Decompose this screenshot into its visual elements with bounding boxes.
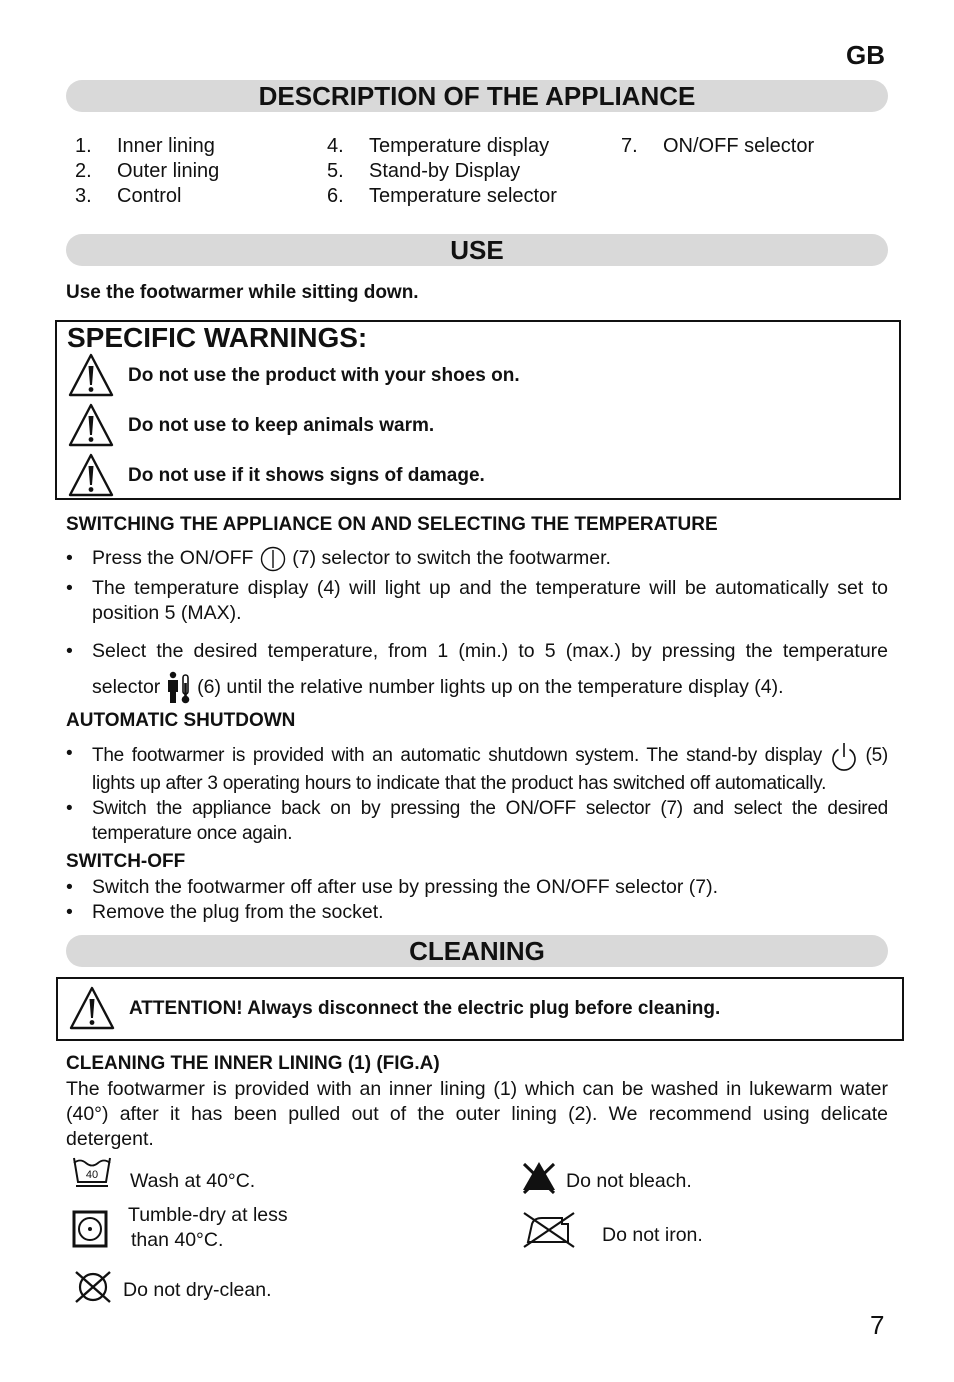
- bullet-text: (5) lights up after 3 operating hours to indicate that the product has switched off automatically.: [92, 745, 889, 794]
- no-dry-clean-icon: [72, 1269, 114, 1305]
- part-number: 7.: [621, 135, 638, 157]
- temperature-selector-icon: [166, 671, 192, 705]
- parts-list-column-2: [327, 134, 557, 209]
- part-label: Stand-by Display: [369, 160, 521, 182]
- part-number: 6.: [327, 185, 344, 207]
- part-item: [75, 159, 219, 184]
- bullet-item: [66, 796, 888, 846]
- section-title-use: USE: [66, 234, 888, 266]
- bullet-text: (6) until the relative number lights up on the temperature display (4).: [197, 676, 784, 698]
- switchoff-bullets: [66, 875, 888, 925]
- standby-icon: [830, 741, 858, 771]
- bullet-text: The footwarmer is provided with an automatic shutdown system. The stand-by display: [92, 745, 823, 767]
- warning-text: Do not use to keep animals warm.: [128, 415, 435, 436]
- care-wash-text: Wash at 40°C.: [130, 1170, 256, 1192]
- part-label: Control: [117, 185, 182, 207]
- warning-item: [67, 452, 887, 498]
- attention-text: ATTENTION! Always disconnect the electric plug before cleaning.: [129, 998, 721, 1019]
- language-code: GB: [846, 40, 885, 70]
- wash-tub-40-icon: [72, 1155, 112, 1189]
- part-label: ON/OFF selector: [663, 135, 815, 157]
- switching-heading: SWITCHING THE APPLIANCE ON AND SELECTING THE TEMPERATURE: [66, 514, 718, 535]
- switching-bullets: [66, 546, 888, 705]
- section-title-description: DESCRIPTION OF THE APPLIANCE: [66, 80, 888, 112]
- part-number: 3.: [75, 185, 92, 207]
- warning-triangle-icon: [67, 352, 115, 398]
- switchoff-heading: SWITCH-OFF: [66, 851, 186, 872]
- care-tumble-line: than 40°C.: [131, 1229, 224, 1251]
- care-iron-text: Do not iron.: [602, 1224, 703, 1246]
- attention-box: [56, 977, 904, 1041]
- part-number: 1.: [75, 135, 92, 157]
- page-number: 7: [870, 1310, 885, 1340]
- bullet-text: (7) selector to switch the footwarmer.: [292, 547, 611, 570]
- parts-list-column-3: [621, 134, 814, 159]
- bullet-item: [66, 900, 888, 925]
- part-number: 5.: [327, 160, 344, 182]
- care-dryclean-text: Do not dry-clean.: [123, 1279, 272, 1301]
- part-label: Inner lining: [117, 135, 215, 157]
- warning-triangle-icon: [67, 402, 115, 448]
- part-item: [327, 184, 557, 209]
- part-label: Temperature selector: [369, 185, 557, 207]
- bullet-text: Switch the footwarmer off after use by pressing the ON/OFF selector (7).: [92, 876, 719, 898]
- inner-lining-heading: CLEANING THE INNER LINING (1) (FIG.A): [66, 1053, 440, 1074]
- wash-temperature-label: 40: [85, 1169, 99, 1181]
- bullet-item: [66, 875, 888, 900]
- care-tumble-text: [128, 1203, 288, 1253]
- part-number: 2.: [75, 160, 92, 182]
- warning-triangle-icon: [68, 985, 116, 1031]
- part-item: [327, 134, 557, 159]
- section-title-cleaning: CLEANING: [66, 935, 888, 967]
- no-iron-icon: [522, 1210, 576, 1250]
- inner-lining-text: The footwarmer is provided with an inner lining (1) which can be washed in lukewarm water (40°) after it has been pulled out of the outer lining (2). We recommend using delicate detergent.: [66, 1078, 888, 1150]
- shutdown-heading: AUTOMATIC SHUTDOWN: [66, 710, 296, 731]
- part-label: Outer lining: [117, 160, 220, 182]
- bullet-text: Remove the plug from the socket.: [92, 901, 384, 923]
- bullet-text: The temperature display (4) will light up and the temperature will be automatically set to position 5 (MAX).: [92, 577, 888, 624]
- bullet-item: [66, 546, 888, 572]
- warning-triangle-icon: [67, 452, 115, 498]
- part-item: [621, 134, 814, 159]
- care-bleach-text: Do not bleach.: [566, 1170, 692, 1192]
- part-label: Temperature display: [369, 135, 550, 157]
- warnings-title: SPECIFIC WARNINGS:: [67, 322, 368, 353]
- part-item: [75, 184, 219, 209]
- on-off-icon: [259, 546, 287, 572]
- bullet-text: Select the desired temperature, from 1 (min.) to 5 (max.) by pressing the temperature selector: [92, 640, 888, 698]
- parts-list-column-1: [75, 134, 219, 209]
- bullet-text: Press the ON/OFF: [92, 547, 254, 570]
- tumble-dry-icon: [72, 1210, 108, 1248]
- warning-item: [67, 352, 887, 398]
- bullet-item: [66, 741, 888, 796]
- warning-text: Do not use if it shows signs of damage.: [128, 465, 485, 486]
- care-tumble-line: Tumble-dry at less: [128, 1204, 288, 1226]
- bullet-item: [66, 576, 888, 626]
- warning-text: Do not use the product with your shoes on.: [128, 365, 520, 386]
- part-item: [327, 159, 557, 184]
- use-lead-text: Use the footwarmer while sitting down.: [66, 282, 419, 303]
- warning-item: [67, 402, 887, 448]
- part-number: 4.: [327, 135, 344, 157]
- shutdown-bullets: [66, 741, 888, 846]
- no-bleach-icon: [521, 1160, 557, 1194]
- bullet-text: Switch the appliance back on by pressing the ON/OFF selector (7) and select the desired temperature once again.: [92, 798, 888, 844]
- specific-warnings-box: [55, 320, 901, 500]
- bullet-item: [66, 633, 888, 705]
- part-item: [75, 134, 219, 159]
